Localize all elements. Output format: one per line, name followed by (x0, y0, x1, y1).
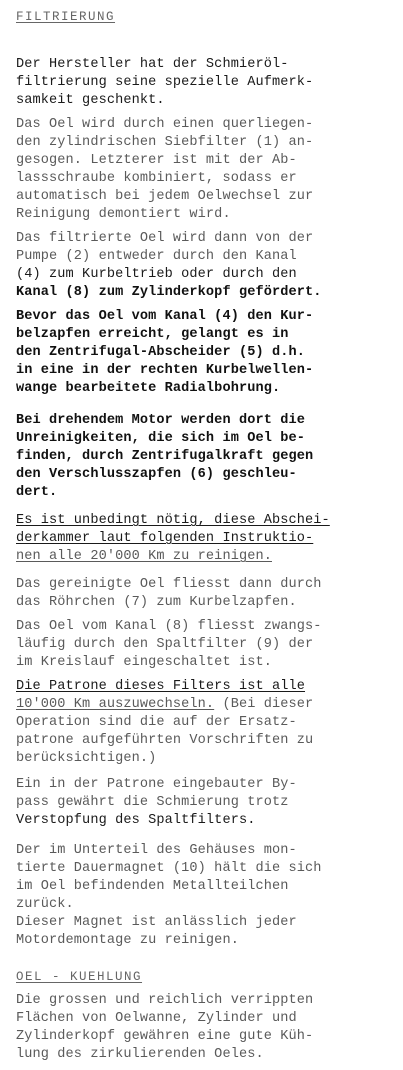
text-line: Bei drehendem Motor werden dort die (16, 413, 306, 428)
text-line: Unreinigkeiten, die sich im Oel be- (16, 431, 306, 446)
text-line: Bevor das Oel vom Kanal (4) den Kur- (16, 309, 314, 324)
text-line-mixed (16, 696, 313, 714)
section-heading-filtrierung: FILTRIERUNG (16, 10, 116, 24)
text-line: den Zentrifugal-Abscheider (5) d.h. (16, 345, 306, 360)
text-line: lung des zirkulierenden Oeles. (16, 1047, 264, 1062)
section-heading-oel-kuehlung: OEL - KUEHLUNG (16, 970, 143, 984)
text-line: Verstopfung des Spaltfilters. (16, 813, 256, 828)
text-line: Das gereinigte Oel fliesst dann durch (16, 577, 322, 592)
text-line: patrone aufgeführten Vorschriften zu (16, 733, 314, 748)
text-line: tierte Dauermagnet (10) hält die sich (16, 861, 322, 876)
text-line: dert. (16, 485, 58, 500)
text-line: den zylindrischen Siebfilter (1) an- (16, 135, 314, 150)
text-line: finden, durch Zentrifugalkraft gegen (16, 449, 314, 464)
text-line: Das filtrierte Oel wird dann von der (16, 231, 314, 246)
text-line: den Verschlusszapfen (6) geschleu- (16, 467, 297, 482)
text-line: im Oel befindenden Metallteilchen (16, 879, 289, 894)
warning-fragment: 10'000 Km auszuwechseln. (16, 697, 215, 712)
text-line: samkeit geschenkt. (16, 93, 165, 108)
text-line: Das Oel wird durch einen querliegen- (16, 117, 314, 132)
text-line: automatisch bei jedem Oelwechsel zur (16, 189, 314, 204)
text-line: gesogen. Letzterer ist mit der Ab- (16, 153, 297, 168)
text-line: Zylinderkopf gewähren eine gute Küh- (16, 1029, 314, 1044)
text-line: berücksichtigen.) (16, 751, 157, 766)
text-fragment: (Bei dieser (214, 697, 314, 712)
text-line: zurück. (16, 897, 74, 912)
warning-line: nen alle 20'000 Km zu reinigen. (16, 549, 272, 564)
text-line: Motordemontage zu reinigen. (16, 933, 239, 948)
text-line: wange bearbeitete Radialbohrung. (16, 381, 281, 396)
warning-line: Die Patrone dieses Filters ist alle (16, 679, 306, 694)
text-line: das Röhrchen (7) zum Kurbelzapfen. (16, 595, 297, 610)
warning-line: Es ist unbedingt nötig, diese Abschei- (16, 513, 330, 528)
text-line: Der Hersteller hat der Schmieröl- (16, 57, 289, 72)
text-line: Flächen von Oelwanne, Zylinder und (16, 1011, 297, 1026)
text-line: Dieser Magnet ist anlässlich jeder (16, 915, 297, 930)
text-line: Der im Unterteil des Gehäuses mon- (16, 843, 297, 858)
text-line: lassschraube kombiniert, sodass er (16, 171, 297, 186)
text-line: Kanal (8) zum Zylinderkopf gefördert. (16, 285, 322, 300)
text-line: Ein in der Patrone eingebauter By- (16, 777, 297, 792)
text-line: Operation sind die auf der Ersatz- (16, 715, 297, 730)
text-line: im Kreislauf eingeschaltet ist. (16, 655, 272, 670)
warning-line: derkammer laut folgenden Instruktio- (16, 531, 314, 546)
text-line: Die grossen und reichlich verrippten (16, 993, 314, 1008)
text-line: Pumpe (2) entweder durch den Kanal (16, 249, 297, 264)
text-line: in eine in der rechten Kurbelwellen- (16, 363, 314, 378)
text-line: filtrierung seine spezielle Aufmerk- (16, 75, 314, 90)
text-line: Reinigung demontiert wird. (16, 207, 231, 222)
text-line: läufig durch den Spaltfilter (9) der (16, 637, 314, 652)
text-line: pass gewährt die Schmierung trotz (16, 795, 289, 810)
text-line: belzapfen erreicht, gelangt es in (16, 327, 289, 342)
text-line: Das Oel vom Kanal (8) fliesst zwangs- (16, 619, 322, 634)
text-line: (4) zum Kurbeltrieb oder durch den (16, 267, 297, 282)
